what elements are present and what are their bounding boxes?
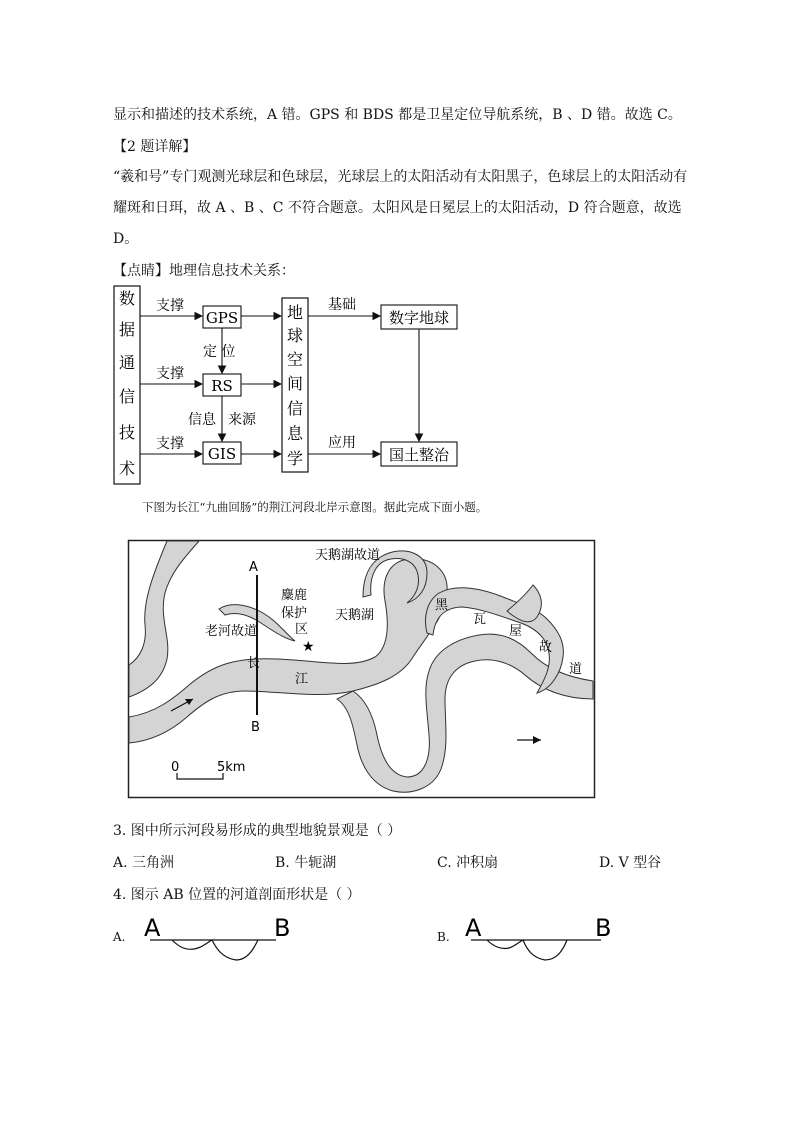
data-comm-char: 技	[118, 423, 136, 442]
earth-space-char: 间	[286, 374, 304, 393]
heiwawu-char: 屋	[509, 624, 523, 639]
answer-line-1: 显示和描述的技术系统，A 错。GPS 和 BDS 都是卫星定位导航系统，B 、D 错。故选 C。	[113, 107, 682, 123]
tianezhou-old-label: 天鹅湖故道	[315, 548, 381, 563]
question-3-stem: 3. 图中所示河段易形成的典型地貌景观是（ ）	[113, 823, 402, 839]
earth-space-char: 学	[286, 449, 304, 468]
earth-space-char: 地	[286, 303, 304, 322]
answer-line-4: 耀斑和日珥，故 A 、B 、C 不符合题意。太阳风是日冕层上的太阳活动，D 符合题意，故选	[113, 200, 682, 216]
data-comm-char: 数	[118, 289, 136, 308]
profile-a-start: A	[144, 914, 161, 942]
tip-heading: 【点睛】地理信息技术关系：	[113, 263, 295, 279]
scale-km: 5km	[217, 760, 246, 775]
map-caption: 下图为长江“九曲回肠”的荆江河段北岸示意图。据此完成下面小题。	[142, 500, 488, 514]
map-b-label: B	[251, 720, 260, 735]
source-label: 来源	[228, 412, 256, 428]
milu-label: 保护	[281, 606, 308, 621]
detail-heading: 【2 题详解】	[113, 139, 197, 155]
q3-option-b[interactable]: B. 牛轭湖	[275, 855, 337, 871]
profile-b-start: A	[465, 914, 482, 942]
support-label: 支撑	[156, 436, 184, 452]
profile-a-figure	[142, 912, 298, 964]
heiwawu-char: 故	[539, 640, 553, 655]
tianezhou-lake-label: 天鹅湖	[335, 608, 375, 623]
scale-zero: 0	[171, 760, 180, 775]
support-label: 支撑	[156, 366, 184, 382]
changjiang-char: 江	[295, 672, 309, 687]
rs-label: RS	[211, 377, 233, 395]
milu-label: 麋鹿	[281, 588, 308, 603]
heiwawu-char: 道	[569, 662, 583, 677]
gis-label: GIS	[207, 445, 237, 463]
gps-label: GPS	[205, 309, 239, 327]
profile-a-end: B	[274, 914, 291, 942]
profile-b-end: B	[595, 914, 612, 942]
q3-option-c[interactable]: C. 冲积扇	[437, 855, 499, 871]
earth-space-char: 球	[286, 326, 304, 345]
q4-option-b[interactable]: B.	[437, 930, 450, 944]
q3-option-d[interactable]: D. V 型谷	[599, 855, 662, 871]
changjiang-char: 长	[247, 656, 261, 671]
answer-line-3: “羲和号”专门观测光球层和色球层，光球层上的太阳活动有太阳黑子，色球层上的太阳活动有	[113, 169, 688, 185]
apply-label: 应用	[328, 435, 356, 451]
earth-space-char: 空	[286, 350, 304, 369]
profile-a-curve	[150, 940, 276, 960]
data-comm-box	[114, 286, 140, 484]
info-label: 信息	[188, 412, 216, 428]
data-comm-char: 通	[118, 353, 136, 372]
heiwawu-char: 黑	[435, 598, 449, 613]
milu-label: 区	[295, 622, 309, 637]
map-a-label: A	[249, 560, 258, 575]
data-comm-char: 术	[118, 459, 136, 478]
profile-b-curve	[471, 940, 601, 960]
data-comm-char: 信	[118, 387, 136, 406]
jingjiang-river-map	[127, 539, 597, 801]
data-comm-char: 据	[118, 320, 136, 339]
geo-info-tech-diagram	[110, 282, 470, 488]
land-label: 国土整治	[388, 446, 450, 464]
heiwawu-char: 瓦	[473, 612, 487, 627]
basis-label: 基础	[328, 297, 356, 313]
earth-space-char: 信	[286, 399, 304, 418]
laohe-old-label: 老河故道	[205, 624, 258, 639]
earth-space-char: 息	[286, 424, 304, 443]
locate-label: 定 位	[203, 344, 236, 360]
support-label: 支撑	[156, 298, 184, 314]
question-4-stem: 4. 图示 AB 位置的河道剖面形状是（ ）	[113, 887, 361, 903]
q4-option-a[interactable]: A.	[113, 930, 126, 944]
q3-option-a[interactable]: A. 三角洲	[113, 855, 175, 871]
digital-earth-label: 数字地球	[388, 309, 450, 327]
answer-line-5: D。	[113, 231, 139, 247]
profile-b-figure	[463, 912, 619, 964]
star-icon: ★	[302, 639, 315, 655]
